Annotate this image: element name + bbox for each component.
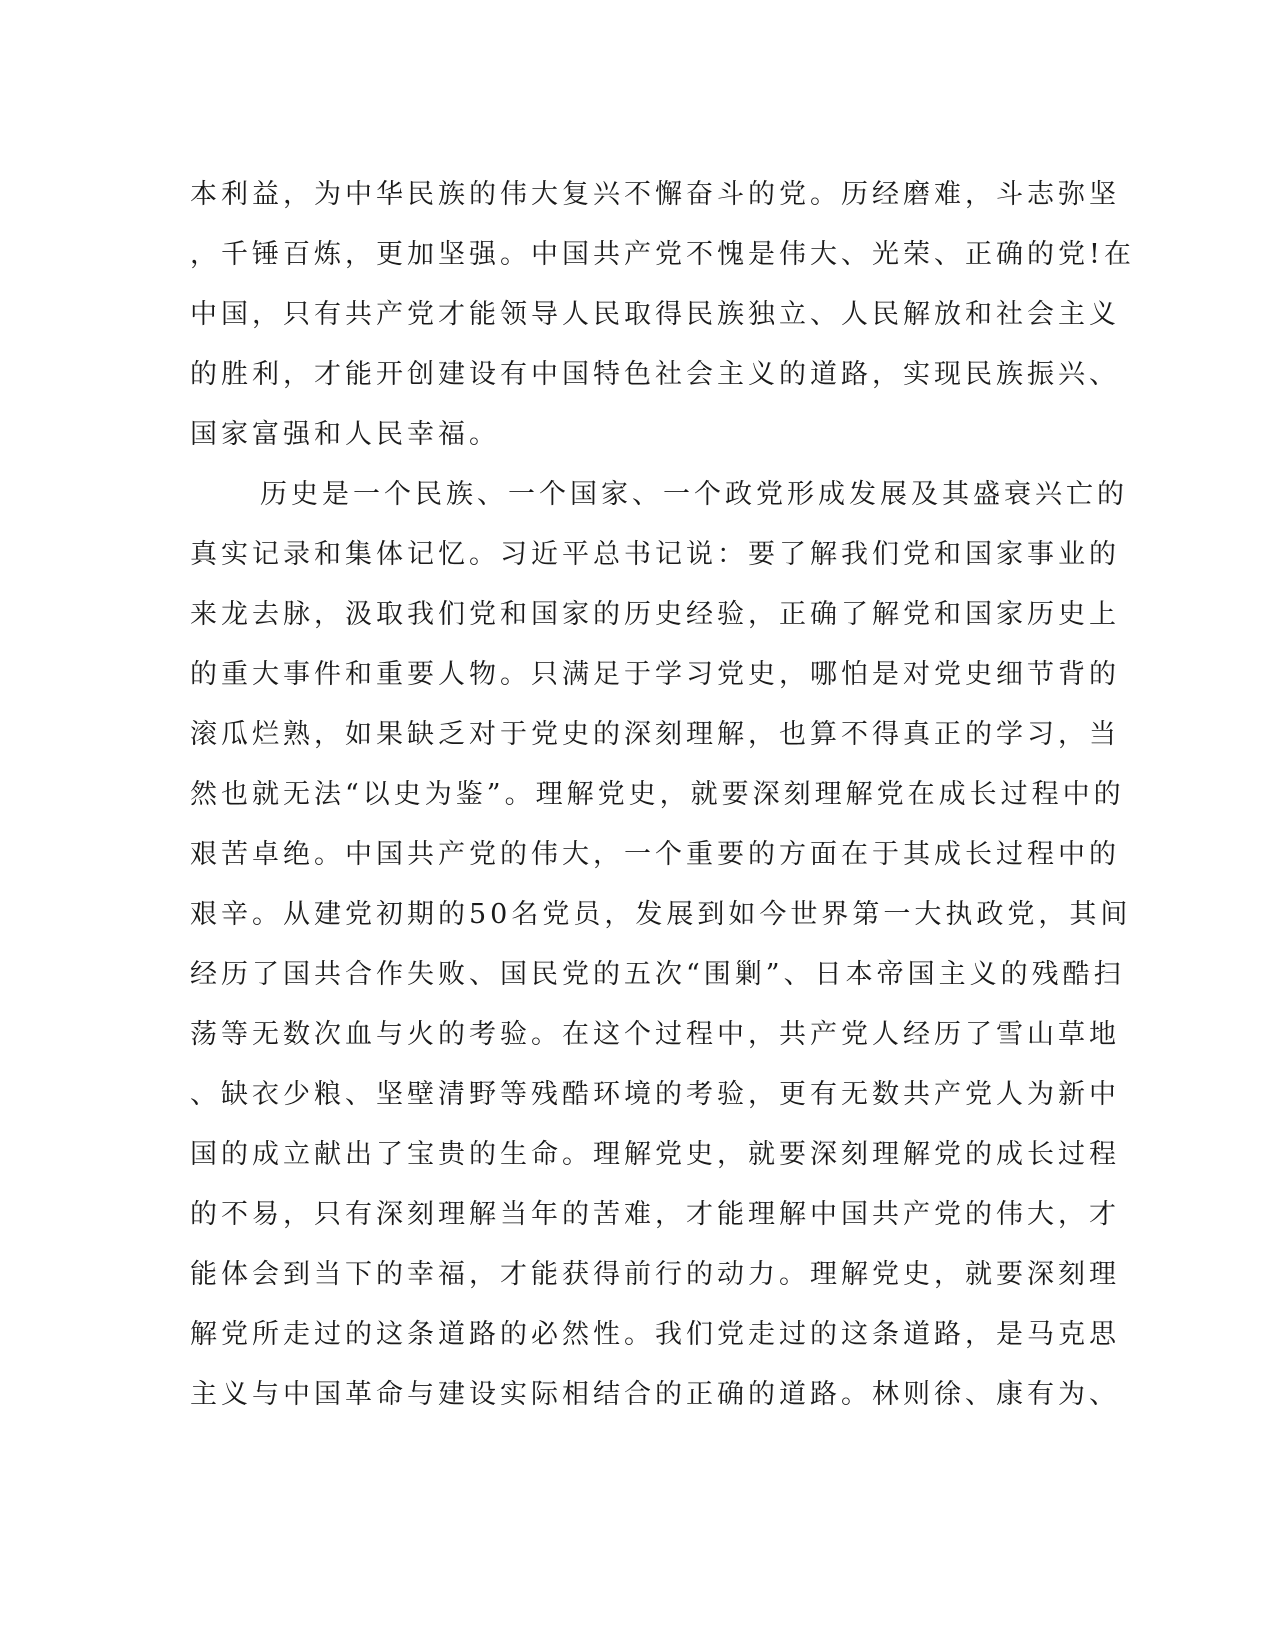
text-line-14: 经历了国共合作失败、国民党的五次“围剿”、日本帝国主义的残酷扫 (190, 959, 1125, 990)
text-line-9: 的重大事件和重要人物。只满足于学习党史，哪怕是对党史细节背的 (190, 659, 1120, 690)
text-line-19: 能体会到当下的幸福，才能获得前行的动力。理解党史，就要深刻理 (190, 1259, 1120, 1290)
text-line-15: 荡等无数次血与火的考验。在这个过程中，共产党人经历了雪山草地 (190, 1019, 1120, 1050)
body-text (190, 165, 1135, 1425)
text-line-10: 滚瓜烂熟，如果缺乏对于党史的深刻理解，也算不得真正的学习，当 (190, 719, 1120, 750)
text-line-18: 的不易，只有深刻理解当年的苦难，才能理解中国共产党的伟大，才 (190, 1199, 1120, 1230)
text-line-5: 国家富强和人民幸福。 (190, 419, 500, 450)
text-line-20: 解党所走过的这条道路的必然性。我们党走过的这条道路，是马克思 (190, 1319, 1120, 1350)
text-line-16: 、缺衣少粮、坚壁清野等残酷环境的考验，更有无数共产党人为新中 (190, 1079, 1120, 1110)
text-line-17: 国的成立献出了宝贵的生命。理解党史，就要深刻理解党的成长过程 (190, 1139, 1120, 1170)
text-line-2: ，千锤百炼，更加坚强。中国共产党不愧是伟大、光荣、正确的党!在 (190, 239, 1135, 270)
text-line-1: 本利益，为中华民族的伟大复兴不懈奋斗的党。历经磨难，斗志弥坚 (190, 179, 1120, 210)
text-line-13: 艰辛。从建党初期的50名党员，发展到如今世界第一大执政党，其间 (190, 899, 1132, 930)
text-line-4: 的胜利，才能开创建设有中国特色社会主义的道路，实现民族振兴、 (190, 359, 1120, 390)
text-line-6-paragraph-start: 历史是一个民族、一个国家、一个政党形成发展及其盛衰兴亡的 (260, 479, 1128, 510)
text-line-7: 真实记录和集体记忆。习近平总书记说：要了解我们党和国家事业的 (190, 539, 1120, 570)
text-line-3: 中国，只有共产党才能领导人民取得民族独立、人民解放和社会主义 (190, 299, 1120, 330)
text-line-12: 艰苦卓绝。中国共产党的伟大，一个重要的方面在于其成长过程中的 (190, 839, 1120, 870)
text-line-21: 主义与中国革命与建设实际相结合的正确的道路。林则徐、康有为、 (190, 1379, 1120, 1410)
text-line-8: 来龙去脉，汲取我们党和国家的历史经验，正确了解党和国家历史上 (190, 599, 1120, 630)
text-line-11: 然也就无法“以史为鉴”。理解党史，就要深刻理解党在成长过程中的 (190, 779, 1125, 810)
